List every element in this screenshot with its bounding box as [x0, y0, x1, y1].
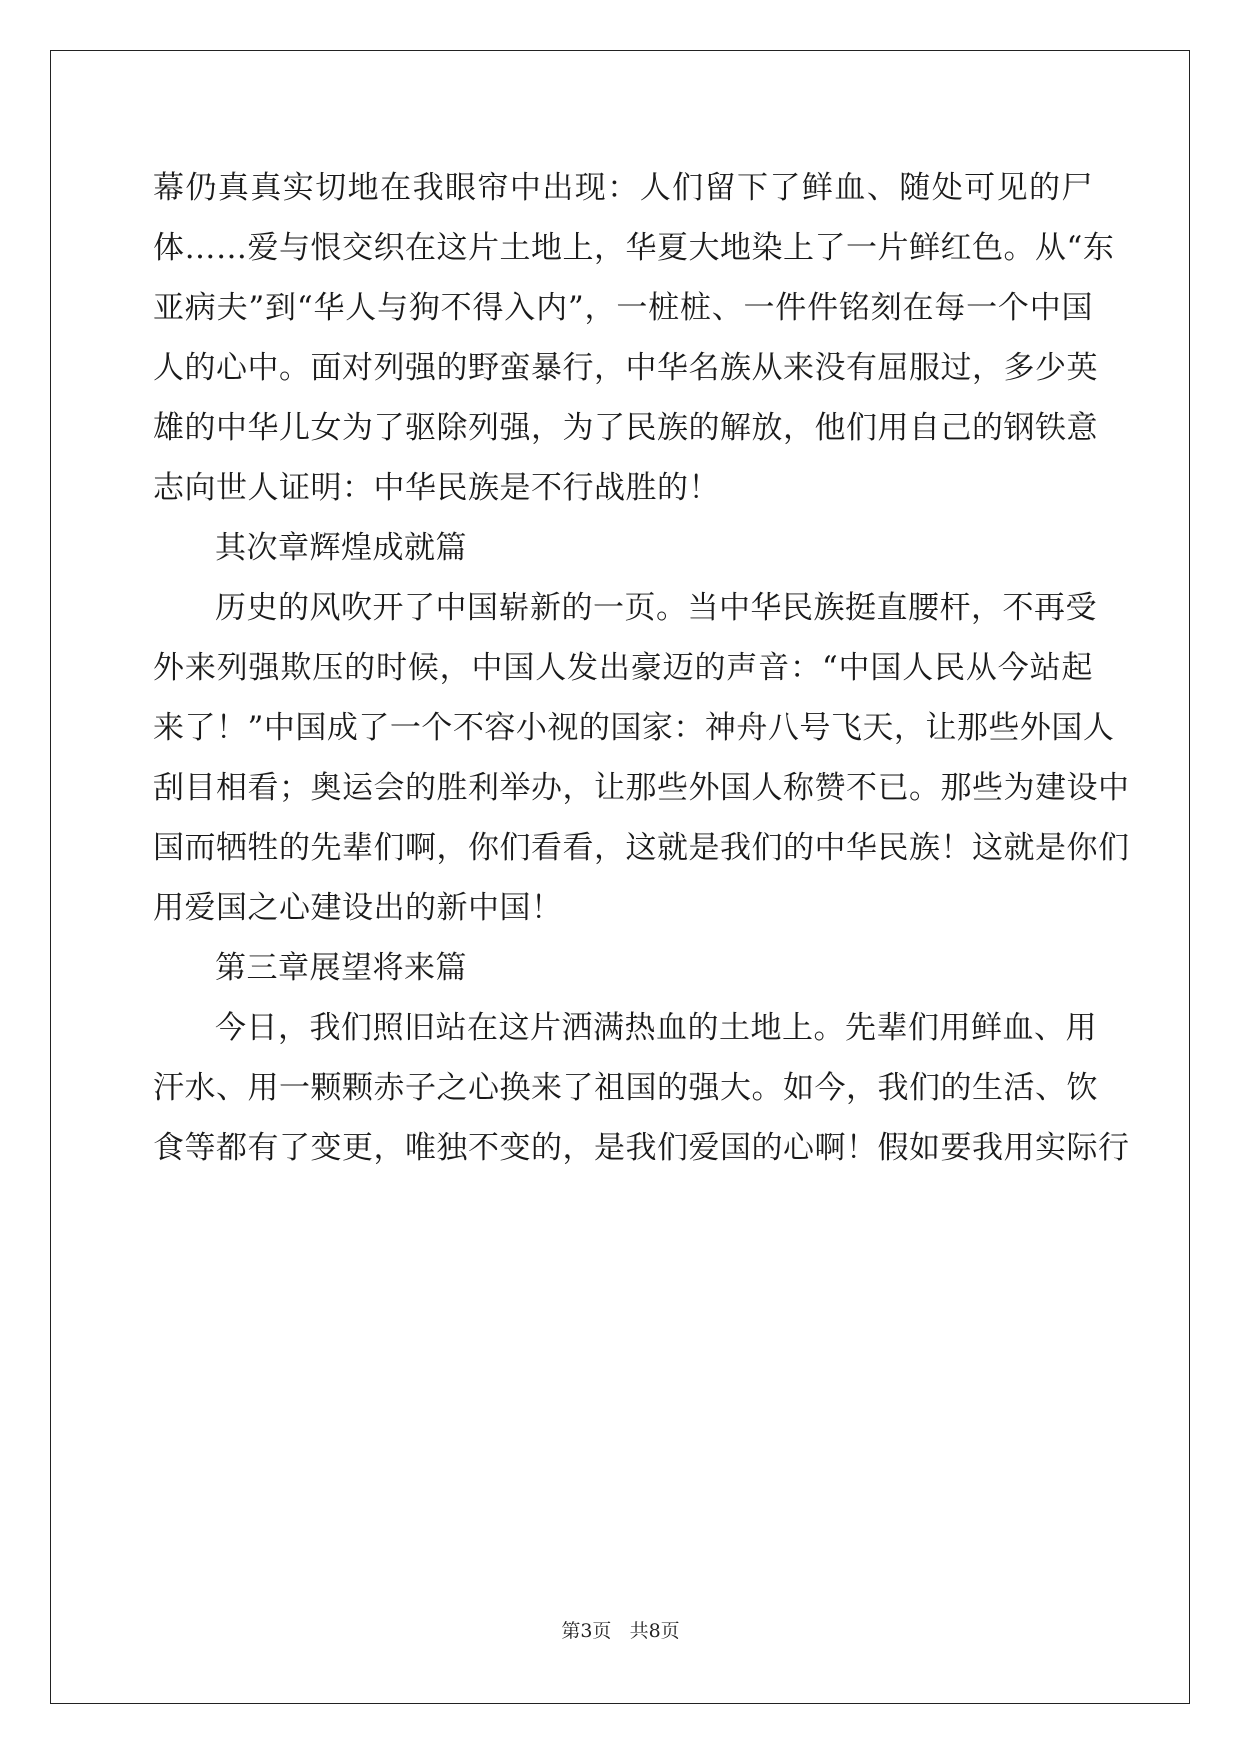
text-line: 外来列强欺压的时候，中国人发出豪迈的声音：“中国人民从今站起 [153, 650, 1093, 686]
text-line: 亚病夫”到“华人与狗不得入内”，一桩桩、一件件铭刻在每一个中国 [153, 290, 1093, 326]
section-heading: 其次章辉煌成就篇 [215, 530, 467, 566]
text-line: 人的心中。面对列强的野蛮暴行，中华名族从来没有屈服过，多少英 [153, 350, 1098, 386]
text-line: 雄的中华儿女为了驱除列强，为了民族的解放，他们用自己的钢铁意 [153, 410, 1098, 446]
text-line: 历史的风吹开了中国崭新的一页。当中华民族挺直腰杆，不再受 [215, 590, 1097, 626]
text-line: 志向世人证明：中华民族是不行战胜的！ [153, 470, 720, 506]
text-line: 国而牺牲的先辈们啊，你们看看，这就是我们的中华民族！这就是你们 [153, 830, 1130, 866]
section-heading: 第三章展望将来篇 [215, 950, 467, 986]
text-line: 汗水、用一颗颗赤子之心换来了祖国的强大。如今，我们的生活、饮 [153, 1070, 1098, 1106]
text-line: 今日，我们照旧站在这片洒满热血的土地上。先辈们用鲜血、用 [215, 1010, 1097, 1046]
page-total: 共8页 [629, 1620, 680, 1642]
text-line: 食等都有了变更，唯独不变的，是我们爱国的心啊！假如要我用实际行 [153, 1130, 1130, 1166]
text-line: 刮目相看；奥运会的胜利举办，让那些外国人称赞不已。那些为建设中 [153, 770, 1130, 806]
text-line: 用爱国之心建设出的新中国！ [153, 890, 563, 926]
page-footer [0, 1616, 1241, 1643]
text-line: 幕仍真真实切地在我眼帘中出现：人们留下了鲜血、随处可见的尸 [153, 170, 1093, 206]
page-number: 第3页 [561, 1620, 612, 1642]
text-line: 来了！”中国成了一个不容小视的国家：神舟八号飞天，让那些外国人 [153, 710, 1115, 746]
text-line: 体……爱与恨交织在这片土地上，华夏大地染上了一片鲜红色。从“东 [153, 230, 1115, 266]
